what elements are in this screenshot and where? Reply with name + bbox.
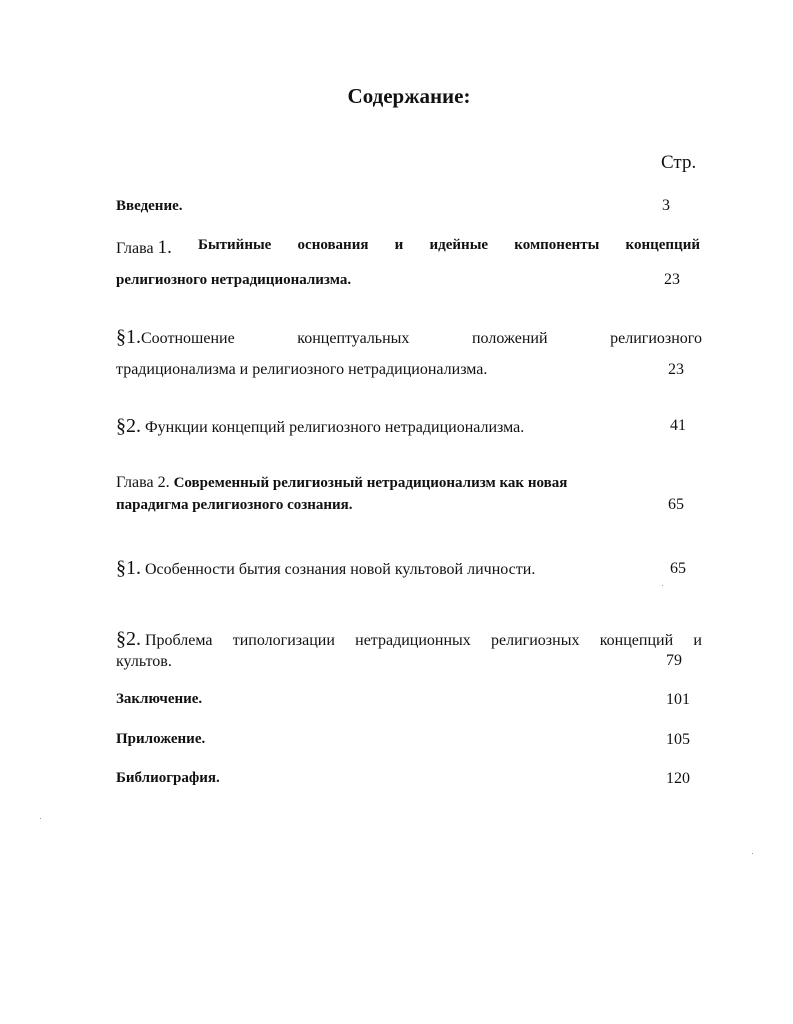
toc-chapter-2-page: 65 [668,496,684,513]
scan-speck [752,853,753,854]
section-mark: §1. [116,557,141,579]
toc-chapter-2-line1 [116,474,567,492]
toc-ch2-section-1 [116,557,535,580]
chapter-2-number: 2. [157,474,170,491]
toc-chapter-1-line1 [116,237,700,259]
chapter-1-word: идейные [429,237,489,253]
toc-ch1-section-1-line2: традиционализма и религиозного нетрадиционализма. [116,361,488,378]
scan-speck [40,818,41,819]
toc-entry-appendix-label: Приложение. [116,731,206,747]
chapter-2-title: Современный религиозный нетрадиционализм как новая [173,475,568,491]
toc-entry-conclusion-label: Заключение. [116,691,203,707]
section-mark-word: §2. Проблема [116,628,213,650]
chapter-1-word: компоненты [514,237,600,253]
chapter-1-word: Бытийные [198,237,272,253]
section-mark: §2. [116,415,141,437]
toc-entry-bibliography-label: Библиография. [116,770,220,786]
page-title: Содержание: [347,84,471,108]
toc-chapter-2-line2: парадигма религиозного сознания. [116,497,353,513]
section-word: концептуальных [297,330,410,347]
toc-entry-intro-page: 3 [662,197,670,214]
toc-ch2-section-2-line1 [116,628,702,651]
toc-ch2-section-2-page: 79 [666,652,682,669]
section-mark-word: §1.Соотношение [116,326,235,348]
chapter-1-word: основания [297,237,369,253]
scan-speck [662,585,663,586]
toc-entry-conclusion-page: 101 [666,691,690,708]
section-word: религиозных [491,632,580,649]
section-word: религиозного [610,330,702,347]
section-word: нетрадиционных [355,632,471,649]
section-word: положений [471,330,548,347]
section-text: Функции концепций религиозного нетрадиционализма. [145,419,525,436]
toc-entry-appendix-page: 105 [666,731,690,748]
toc-ch1-section-1-line1 [116,326,702,349]
toc-ch1-section-2-page: 41 [670,417,686,434]
toc-entry-intro-label: Введение. [116,198,183,214]
toc-ch1-section-1-page: 23 [668,361,684,378]
chapter-1-word: и [394,237,404,253]
toc-entry-bibliography-page: 120 [666,770,690,787]
toc-chapter-1-line2: религиозного нетрадиционализма. [116,272,352,288]
chapter-2-prefix: Глава [116,474,154,491]
page-column-header: Стр. [661,152,697,173]
toc-ch1-section-2 [116,415,524,438]
chapter-1-prefix: Глава 1. [116,237,172,258]
toc-ch2-section-2-line2: культов. [116,653,172,670]
toc-chapter-1-page: 23 [664,271,680,288]
toc-ch2-section-1-page: 65 [670,560,686,577]
section-word: типологизации [232,632,335,649]
section-text: Особенности бытия сознания новой культовой личности. [145,561,536,578]
chapter-1-word: концепций [625,237,700,253]
section-word: и [693,632,702,649]
section-word: концепций [599,632,674,649]
